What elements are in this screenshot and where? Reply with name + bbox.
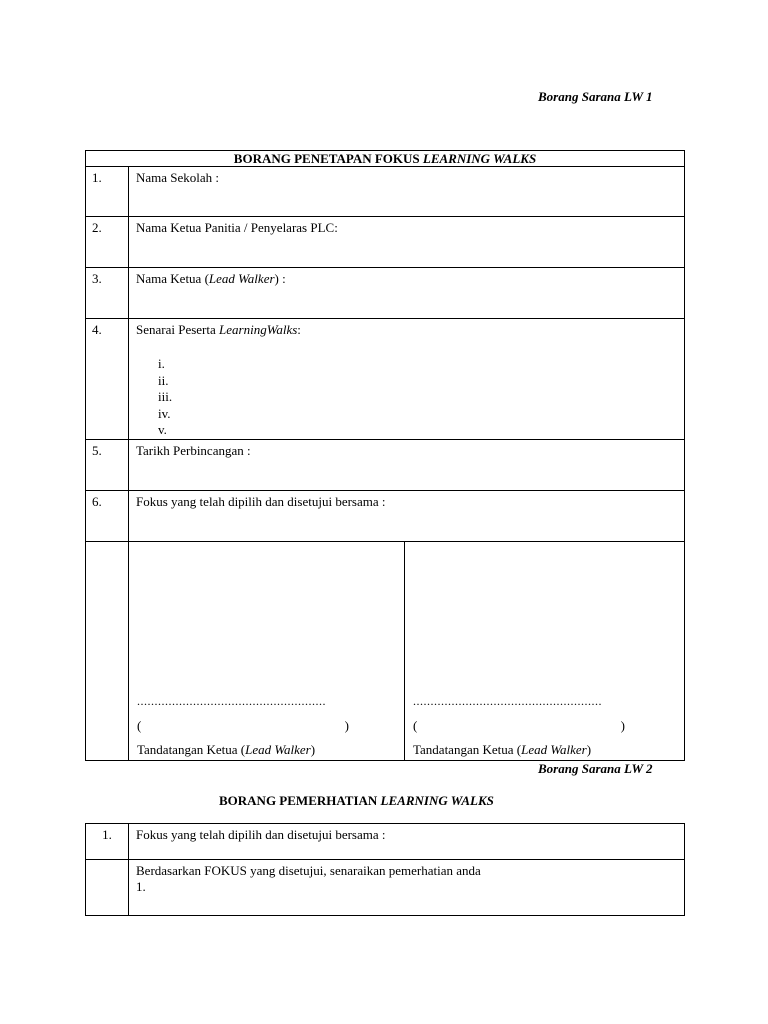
- participant-list: [158, 356, 684, 439]
- list-item: ii.: [158, 372, 169, 388]
- table-row: [86, 439, 685, 490]
- row-number: 4.: [86, 319, 129, 440]
- list-item: iv.: [158, 405, 171, 421]
- signature-caption: Tandatangan Ketua (Lead Walker): [137, 741, 316, 757]
- empty-cell: [86, 860, 129, 916]
- agreed-focus-field[interactable]: [129, 824, 685, 860]
- observations-field[interactable]: [129, 860, 685, 916]
- signature-line: ......................................................: [137, 693, 326, 708]
- row-number: 5.: [86, 439, 129, 490]
- signature-line: ......................................................: [413, 693, 602, 708]
- empty-cell: [86, 541, 129, 760]
- signature-box-left[interactable]: [129, 541, 405, 760]
- field-label: Senarai Peserta LearningWalks:: [136, 322, 301, 337]
- table-row: [86, 268, 685, 319]
- row-number: 2.: [86, 217, 129, 268]
- row-number: 3.: [86, 268, 129, 319]
- form2-title: BORANG PEMERHATIAN LEARNING WALKS: [219, 793, 494, 808]
- panel-head-name-field[interactable]: [129, 217, 685, 268]
- name-parentheses: ( ): [137, 717, 349, 733]
- table-row: [86, 490, 685, 541]
- field-label: Nama Ketua (Lead Walker) :: [136, 271, 286, 286]
- table-row: [86, 860, 685, 916]
- form-code-lw2: Borang Sarana LW 2: [538, 761, 653, 776]
- observation-form-table: [85, 823, 685, 916]
- field-label: Fokus yang telah dipilih dan disetujui bersama :: [136, 827, 386, 842]
- table-row: [86, 167, 685, 217]
- field-label: Berdasarkan FOKUS yang disetujui, senaraikan pemerhatian anda: [136, 863, 481, 878]
- signature-box-right[interactable]: [405, 541, 685, 760]
- list-item: iii.: [158, 389, 173, 404]
- field-label: Fokus yang telah dipilih dan disetujui bersama :: [136, 493, 386, 509]
- field-label: Nama Ketua Panitia / Penyelaras PLC:: [136, 220, 338, 235]
- participants-list-field[interactable]: [129, 319, 685, 440]
- agreed-focus-field[interactable]: [129, 490, 685, 541]
- signature-caption: Tandatangan Ketua (Lead Walker): [413, 741, 592, 757]
- field-label: Tarikh Perbincangan :: [136, 442, 251, 458]
- lead-walker-name-field[interactable]: [129, 268, 685, 319]
- form-title: BORANG PENETAPAN FOKUS LEARNING WALKS: [86, 151, 685, 167]
- name-parentheses: ( ): [413, 717, 625, 733]
- signature-row: [86, 541, 685, 760]
- list-item: 1.: [136, 879, 146, 894]
- table-row: [86, 824, 685, 860]
- table-row: [86, 217, 685, 268]
- school-name-field[interactable]: [129, 167, 685, 217]
- row-number: 1.: [86, 824, 129, 860]
- list-item: v.: [158, 422, 167, 437]
- discussion-date-field[interactable]: [129, 439, 685, 490]
- focus-setting-form-table: [85, 150, 685, 761]
- list-item: i.: [158, 356, 165, 371]
- row-number: 1.: [86, 167, 129, 217]
- row-number: 6.: [86, 490, 129, 541]
- form-code-lw1: Borang Sarana LW 1: [538, 89, 653, 104]
- field-label: Nama Sekolah :: [136, 170, 220, 185]
- table-row: [86, 319, 685, 440]
